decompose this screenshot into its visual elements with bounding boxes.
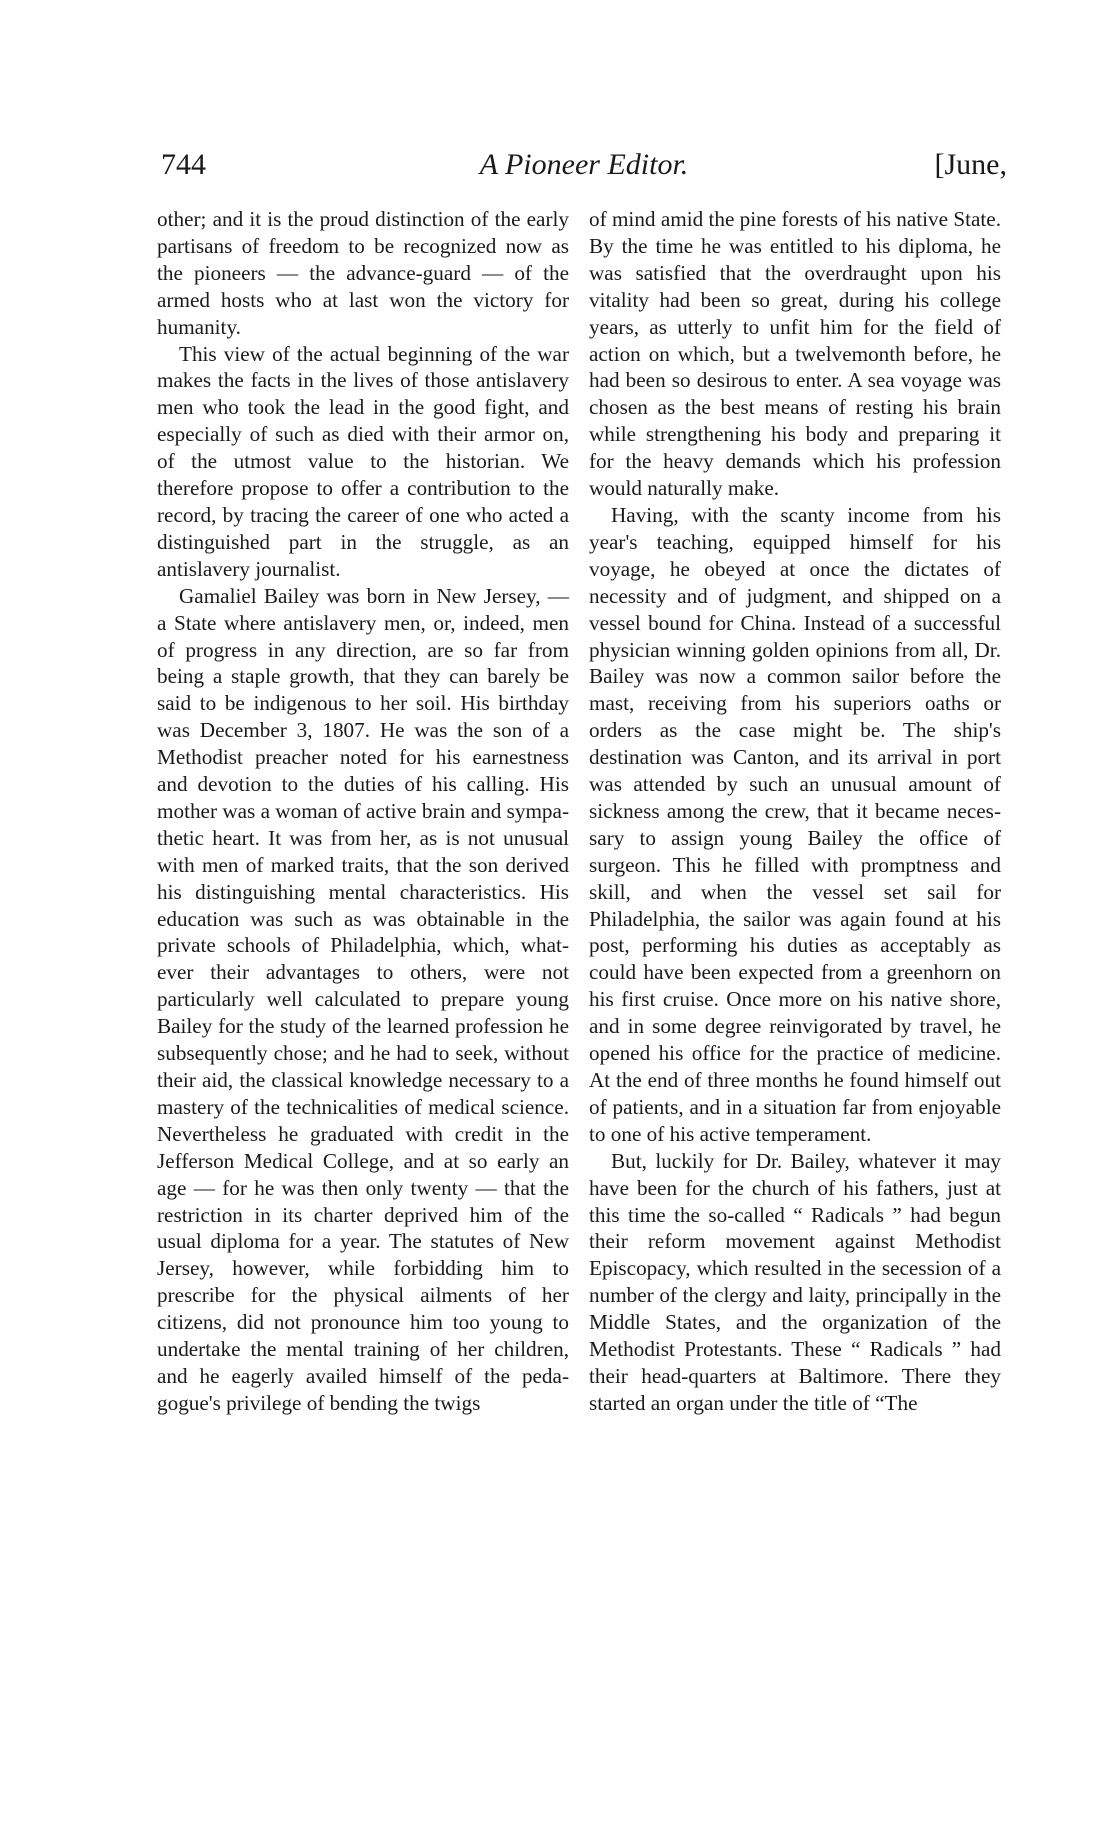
right-column: [589, 206, 1001, 1417]
paragraph: Gamaliel Bailey was born in New Jersey, — a State where antislavery men, or, indeed, men of progress in any direction, are so far from being a staple growth, that they can barely be said to be indigenous to her soil. His birthday was December 3, 1807. He was the son of a Methodist preacher noted for his earnestness and devotion to the duties of his calling. His mother was a woman of active brain and sympathetic heart. It was from her, as is not unusual with men of marked traits, that the son derived his distinguishing mental characteristics. His education was such as was obtainable in the private schools of Philadelphia, which, whatever their advantages to others, were not particularly well calculated to prepare young Bailey for the study of the learned profession he subsequently chose; and he had to seek, without their aid, the classical knowledge necessary to a mastery of the technicalities of medical science. Nevertheless he graduated with credit in the Jefferson Medical College, and at so early an age — for he was then only twenty — that the restriction in its charter deprived him of the usual diploma for a year. The statutes of New Jersey, however, while forbidding him to prescribe for the physical ailments of her citizens, did not pronounce him too young to undertake the mental training of her children, and he eagerly availed himself of the pedagogue's privilege of bending the twigs: [157, 583, 569, 1415]
header-date: [June,: [934, 148, 1007, 181]
left-column: [157, 206, 569, 1417]
page-header: [161, 148, 1007, 188]
paragraph: This view of the actual beginning of the war makes the facts in the lives of those antislavery men who took the lead in the good fight, and especially of such as died with their armor on, of the utmost value to the historian. We therefore propose to offer a contribution to the record, by tracing the career of one who acted a distinguished part in the struggle, as an antislavery journalist.: [157, 341, 569, 581]
paragraph: Having, with the scanty income from his year's teaching, equipped himself for his voyage, he obeyed at once the dictates of necessity and of judgment, and shipped on a vessel bound for China. Instead of a successful physician winning golden opinions from all, Dr. Bailey was now a common sailor before the mast, receiving from his superiors oaths or orders as the case might be. The ship's destination was Canton, and its arrival in port was attended by such an unusual amount of sickness among the crew, that it became necessary to assign young Bailey the office of surgeon. This he filled with promptness and skill, and when the vessel set sail for Philadelphia, the sailor was again found at his post, performing his duties as acceptably as could have been expected from a greenhorn on his first cruise. Once more on his native shore, and in some degree reinvigorated by travel, he opened his office for the practice of medicine. At the end of three months he found himself out of patients, and in a situation far from enjoyable to one of his active temperament.: [589, 502, 1001, 1146]
paragraph: other; and it is the proud distinction of the early partisans of freedom to be recognized now as the pioneers — the advance-guard — of the armed hosts who at last won the victory for humanity.: [157, 207, 569, 339]
running-title: A Pioneer Editor.: [479, 148, 689, 181]
page-number: 744: [161, 148, 206, 181]
paragraph: But, luckily for Dr. Bailey, whatever it may have been for the church of his fathers, just at this time the so-called “ Radicals ” had begun their reform movement against Methodist Episcopacy, which resulted in the secession of a number of the clergy and laity, principally in the Middle States, and the organization of the Methodist Protestants. These “ Radicals ” had their head-quarters at Baltimore. There they started an organ under the title of “The: [589, 1148, 1001, 1415]
paragraph: of mind amid the pine forests of his native State. By the time he was entitled to his diploma, he was satisfied that the overdraught upon his vitality had been so great, during his college years, as utterly to unfit him for the field of action on which, but a twelvemonth before, he had been so desirous to enter. A sea voyage was chosen as the best means of resting his brain while strengthening his body and preparing it for the heavy demands which his profession would naturally make.: [589, 207, 1001, 501]
